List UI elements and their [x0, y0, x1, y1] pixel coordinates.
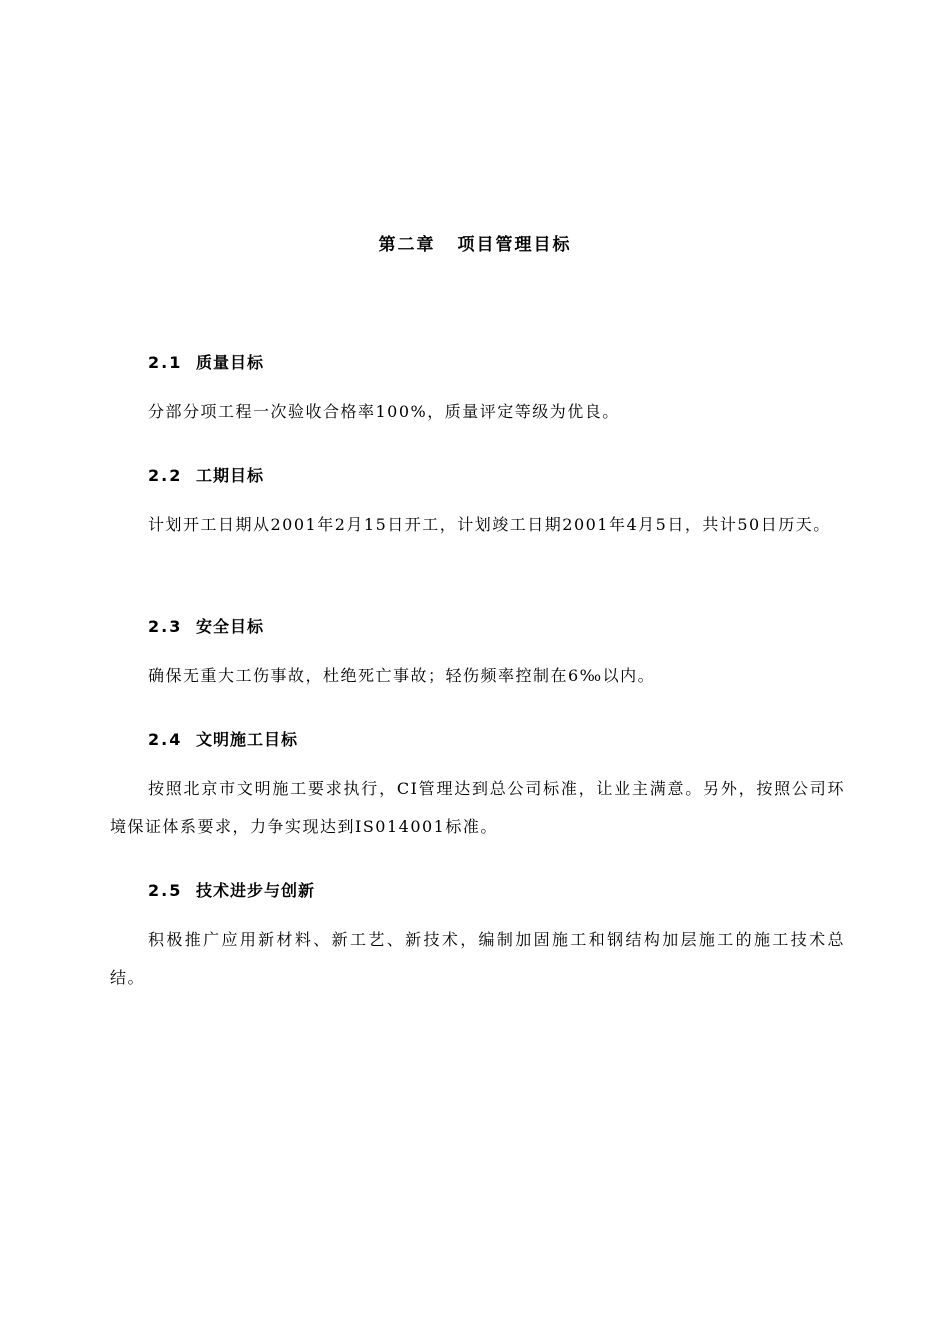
chapter-title — [0, 230, 950, 255]
section-number: 2.4 — [148, 730, 183, 749]
section-body: 分部分项工程一次验收合格率100%，质量评定等级为优良。 — [148, 402, 620, 421]
section-number: 2.2 — [148, 466, 183, 485]
section-safety — [110, 614, 845, 695]
section-heading — [110, 878, 845, 901]
section-body: 确保无重大工伤事故，杜绝死亡事故；轻伤频率控制在6‰以内。 — [148, 666, 656, 685]
section-heading — [110, 614, 845, 637]
section-civilized-construction — [110, 727, 845, 846]
section-technology — [110, 878, 845, 997]
section-title: 安全目标 — [196, 617, 265, 636]
section-body: 按照北京市文明施工要求执行，CI管理达到总公司标准，让业主满意。另外，按照公司环境保证体系要求，力争实现达到IS014001标准。 — [110, 779, 845, 836]
section-title: 技术进步与创新 — [196, 881, 316, 900]
section-number: 2.1 — [148, 353, 183, 372]
section-number: 2.5 — [148, 881, 183, 900]
section-heading — [110, 727, 845, 750]
section-quality — [110, 350, 845, 431]
chapter-name: 项目管理目标 — [457, 235, 572, 255]
section-body: 积极推广应用新材料、新工艺、新技术，编制加固施工和钢结构加层施工的施工技术总结。 — [110, 930, 845, 987]
section-body: 计划开工日期从2001年2月15日开工，计划竣工日期2001年4月5日，共计50日历天。 — [148, 515, 831, 534]
section-heading — [110, 350, 845, 373]
section-schedule — [110, 463, 845, 544]
section-heading — [110, 463, 845, 486]
chapter-label: 第二章 — [378, 235, 436, 255]
section-title: 文明施工目标 — [196, 730, 299, 749]
section-number: 2.3 — [148, 617, 183, 636]
section-title: 工期目标 — [196, 466, 265, 485]
section-title: 质量目标 — [196, 353, 265, 372]
